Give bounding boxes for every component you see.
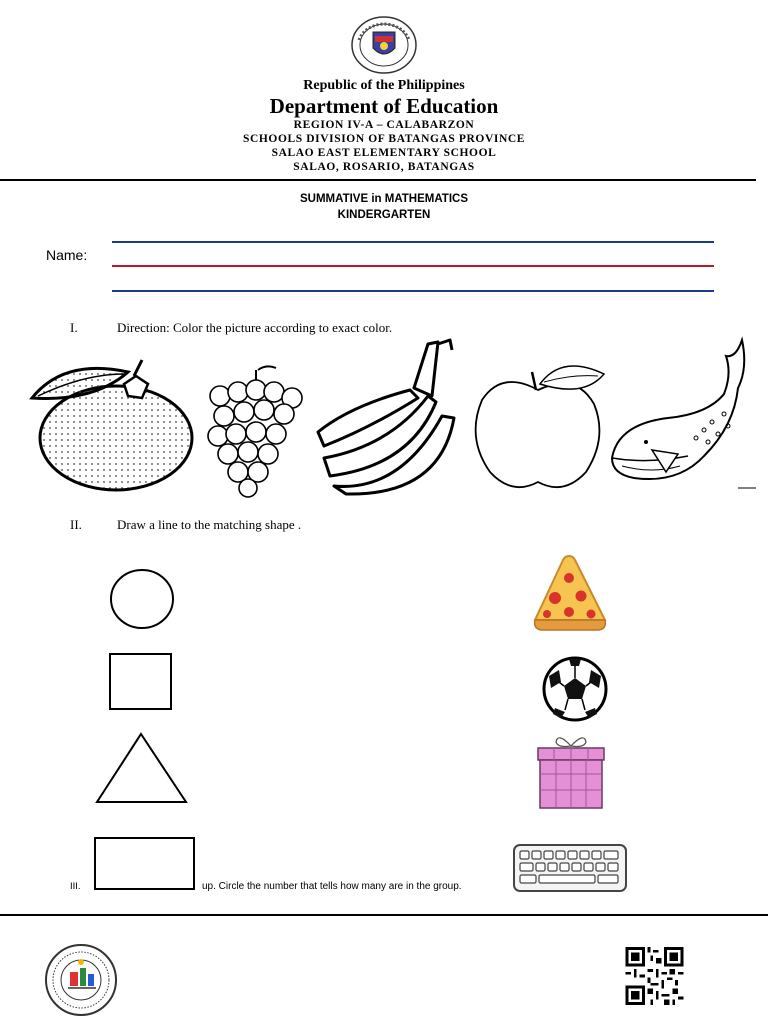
- name-line-bottom[interactable]: [112, 290, 714, 292]
- gift-box-icon[interactable]: [536, 734, 606, 810]
- grapes-icon[interactable]: [206, 364, 304, 498]
- school-text: SALAO EAST ELEMENTARY SCHOOL: [271, 147, 497, 159]
- deped-seal-icon: [351, 16, 417, 74]
- part2-number: II.: [70, 517, 82, 532]
- department-heading: Department of Education: [269, 94, 499, 118]
- name-line-top[interactable]: [112, 241, 714, 243]
- qr-code-icon: [623, 947, 686, 1005]
- square-icon[interactable]: [109, 653, 173, 711]
- part3-direction: up. Circle the number that tells how many are in the group.: [202, 881, 462, 892]
- part1-direction: Direction: Color the picture according to exact color.: [117, 320, 393, 335]
- region-text: REGION IV-A – CALABARZON: [293, 119, 475, 131]
- footer-divider: [0, 914, 768, 916]
- division-text: SCHOOLS DIVISION OF BATANGAS PROVINCE: [242, 133, 526, 145]
- whale-icon[interactable]: [608, 338, 756, 488]
- school-logo-icon: [44, 944, 118, 1016]
- part3-number: III.: [70, 881, 81, 892]
- banana-icon[interactable]: [310, 336, 472, 496]
- soccer-ball-icon[interactable]: [541, 656, 609, 722]
- circle-icon[interactable]: [108, 567, 176, 631]
- republic-heading: Republic of the Philippines: [303, 78, 465, 93]
- part2-direction: Draw a line to the matching shape .: [117, 517, 302, 532]
- address-text: SALAO, ROSARIO, BATANGAS: [293, 161, 475, 173]
- test-title: SUMMATIVE in MATHEMATICS: [299, 193, 468, 205]
- test-level: KINDERGARTEN: [337, 209, 431, 221]
- orange-icon[interactable]: [24, 354, 196, 494]
- rectangle-icon[interactable]: [94, 837, 196, 891]
- keyboard-icon[interactable]: [513, 844, 627, 892]
- pizza-slice-icon[interactable]: [533, 554, 609, 634]
- name-line-middle[interactable]: [112, 265, 714, 267]
- part1-number: I.: [70, 320, 78, 335]
- triangle-icon[interactable]: [95, 732, 188, 804]
- name-label: Name:: [46, 247, 88, 263]
- header-divider: [0, 179, 756, 181]
- apple-icon[interactable]: [472, 356, 608, 494]
